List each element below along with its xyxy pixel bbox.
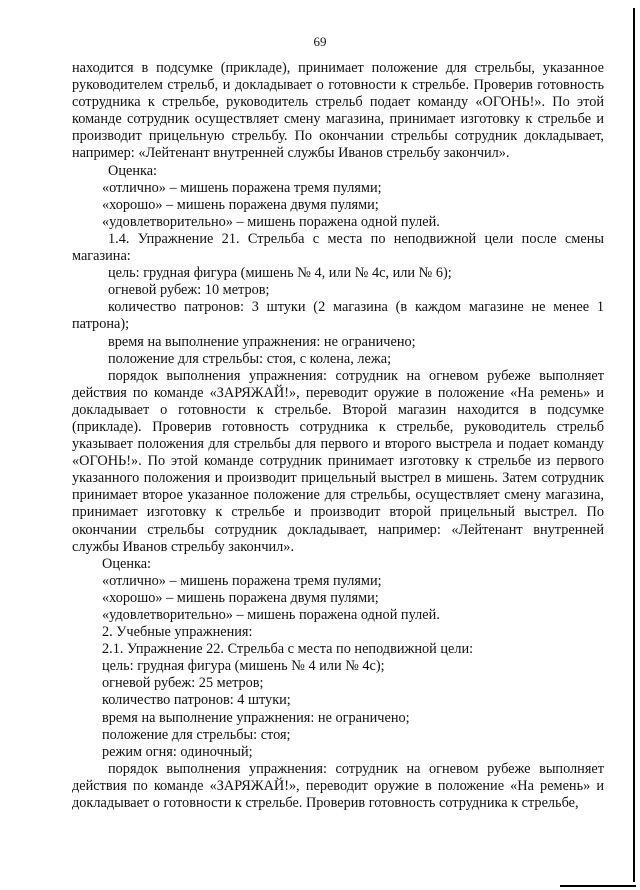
rating-excellent-2: «отлично» – мишень поражена тремя пулями; [102,572,382,589]
rating-heading: Оценка: [108,162,158,179]
exercise-22-title: 2.1. Упражнение 22. Стрельба с места по неподвижной цели: [102,641,474,658]
scan-edge-right [633,8,635,882]
rating-satisfactory: «удовлетворительно» – мишень поражена одной пулей. [102,213,440,230]
body-text [72,60,604,812]
page-number: 69 [313,34,327,49]
scan-edge-bottom [560,885,636,887]
rating-good-2: «хорошо» – мишень поражена двумя пулями; [102,589,379,606]
exercise-21-time: время на выполнение упражнения: не ограничено; [108,333,416,350]
rating-heading-2: Оценка: [102,555,152,572]
exercise-21-range: огневой рубеж: 10 метров; [108,282,270,299]
paragraph-continued: находится в подсумке (прикладе), принимает положение для стрельбы, указанное руководителем стрельб, и докладывает о готовности к стрельбе. Проверив готовность сотрудника к стрельбе, руководитель стрельб подает команду «ОГОНЬ!». По этой команде сотрудник осуществляет смену магазина, принимает изготовку к стрельбе и производит прицельную стрельбу. По окончании стрельбы сотрудник докладывает, например: «Лейтенант внутренней службы Иванов стрельбу закончил». [72,60,604,162]
exercise-22-procedure: порядок выполнения упражнения: сотрудник на огневом рубеже выполняет действия по команде «ЗАРЯЖАЙ!», переводит оружие в положение «На ремень» и докладывает о готовности к стрельбе. Проверив готовность сотрудника к стрельбе, [72,760,604,812]
exercise-21-position: положение для стрельбы: стоя, с колена, лежа; [108,350,392,367]
rating-excellent: «отлично» – мишень поражена тремя пулями; [102,179,382,196]
exercise-22-time: время на выполнение упражнения: не ограничено; [102,709,410,726]
training-exercises-heading: 2. Учебные упражнения: [102,624,253,641]
exercise-21-procedure: порядок выполнения упражнения: сотрудник на огневом рубеже выполняет действия по команде «ЗАРЯЖАЙ!», переводит оружие в положение «На ремень» и докладывает о готовности к стрельбе. Второй магазин находится в подсумке (прикладе). Проверив готовность сотрудника к стрельбе, руководитель стрельб указывает положения для стрельбы для первого и второго выстрела и подает команду «ОГОНЬ!». По этой команде сотрудник принимает изготовку к стрельбе из первого указанного положения и производит прицельный выстрел в мишень. Затем сотрудник принимает второе указанное положение для стрельбы, осуществляет смену магазина, принимает изготовку к стрельбе и производит второй прицельный выстрел. По окончании стрельбы сотрудник докладывает, например: «Лейтенант внутренней службы Иванов стрельбу закончил». [72,367,604,555]
rating-satisfactory-2: «удовлетворительно» – мишень поражена одной пулей. [102,607,440,623]
rating-good: «хорошо» – мишень поражена двумя пулями; [102,196,379,213]
exercise-21-title: 1.4. Упражнение 21. Стрельба с места по неподвижной цели после смены магазина: [72,230,604,265]
exercise-22-range: огневой рубеж: 25 метров; [102,675,264,692]
exercise-22-ammo: количество патронов: 4 штуки; [102,692,291,709]
exercise-22-target: цель: грудная фигура (мишень № 4 или № 4с); [102,658,385,675]
exercise-22-position: положение для стрельбы: стоя; [102,726,291,743]
exercise-21-ammo: количество патронов: 3 штуки (2 магазина (в каждом магазине не менее 1 патрона); [72,299,604,333]
exercise-21-target: цель: грудная фигура (мишень № 4, или № 4с, или № 6); [108,265,452,282]
exercise-22-fire-mode: режим огня: одиночный; [102,743,253,760]
